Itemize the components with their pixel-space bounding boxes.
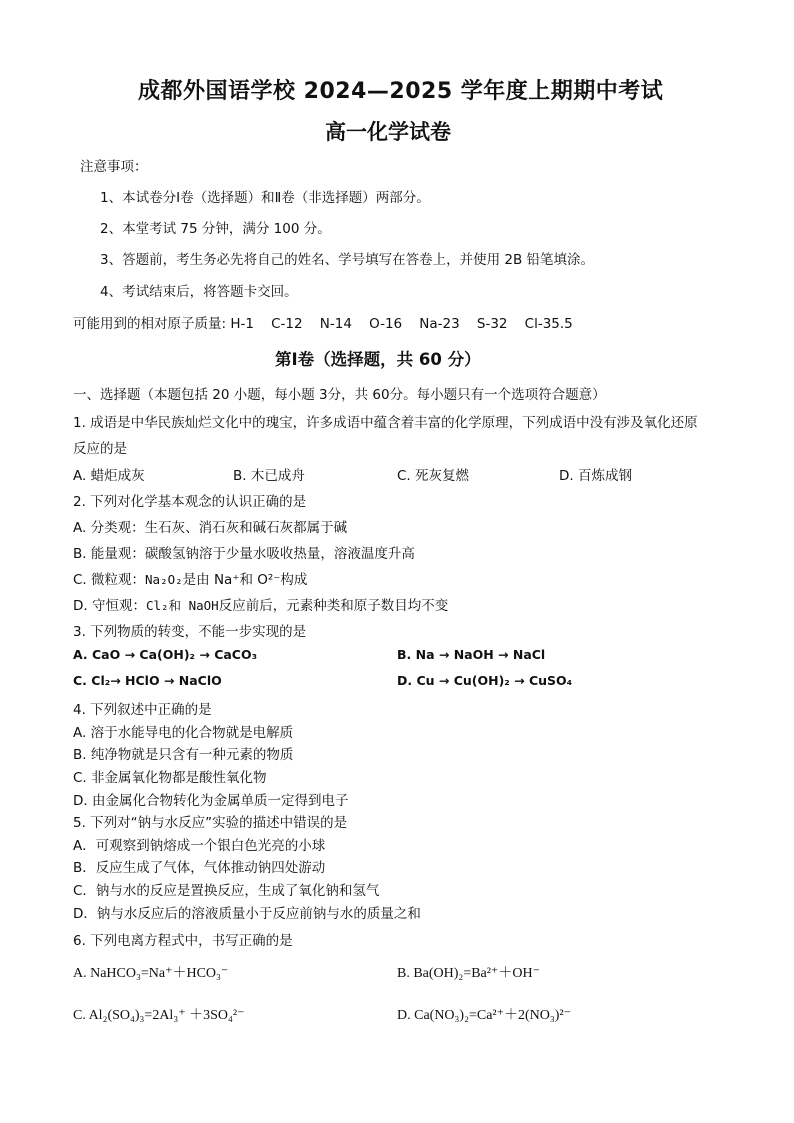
- notes-heading: 注意事项：: [80, 159, 148, 175]
- question-stem: 2. 下列对化学基本观念的认识正确的是: [73, 494, 307, 510]
- option-d: D. 由金属化合物转化为金属单质一定得到电子: [73, 793, 349, 809]
- note-item: 4、考试结束后，将答题卡交回。: [100, 284, 298, 300]
- option-b: B. 纯净物就是只含有一种元素的物质: [73, 747, 294, 763]
- option-d: D. Ca(NO₃)₂=Ca²⁺＋2(NO₃)²⁻: [397, 1008, 572, 1023]
- note-item: 2、本堂考试 75 分钟，满分 100 分。: [100, 221, 331, 237]
- section-intro: 一、选择题（本题包括 20 小题，每小题 3分，共 60分。每小题只有一个选项符合题意）: [73, 387, 606, 403]
- formula: Na₂O₂: [145, 572, 183, 587]
- option-c: C．钠与水的反应是置换反应，生成了氧化钠和氢气: [73, 883, 380, 899]
- option-a: A．可观察到钠熔成一个银白色光亮的小球: [73, 838, 326, 854]
- option-label: D. 守恒观：: [73, 598, 146, 614]
- question-stem: 5. 下列对“钠与水反应”实验的描述中错误的是: [73, 815, 348, 831]
- option-c: [73, 568, 307, 588]
- option-label: C. 微粒观：: [73, 572, 146, 588]
- option-b: B. Na → NaOH → NaCl: [397, 647, 546, 662]
- section-title: 第Ⅰ卷（选择题，共 60 分）: [275, 350, 481, 369]
- question-stem: 1. 成语是中华民族灿烂文化中的瑰宝，许多成语中蕴含着丰富的化学原理，下列成语中没有涉及氧化还原: [73, 415, 698, 431]
- question-stem: 3. 下列物质的转变，不能一步实现的是: [73, 624, 307, 640]
- exam-title: 成都外国语学校 2024—2025 学年度上期期中考试: [138, 79, 664, 104]
- option-a: A. CaO → Ca(OH)₂ → CaCO₃: [73, 647, 258, 662]
- option-b: B. Ba(OH)₂=Ba²⁺＋OH⁻: [397, 966, 540, 981]
- question-stem-continued: 反应的是: [73, 441, 127, 457]
- option-d: [73, 594, 448, 614]
- question-stem: 4. 下列叙述中正确的是: [73, 702, 212, 718]
- option-d: D．钠与水反应后的溶液质量小于反应前钠与水的质量之和: [73, 906, 421, 922]
- option-b: B. 能量观：碳酸氢钠溶于少量水吸收热量，溶液温度升高: [73, 546, 415, 562]
- option-a: A. 蜡炬成灰: [73, 468, 145, 484]
- option-c: C. Al₂(SO₄)₃=2Al₃⁺ ＋3SO₄²⁻: [73, 1008, 245, 1023]
- note-item: 3、答题前，考生务必先将自己的姓名、学号填写在答卷上，并使用 2B 铅笔填涂。: [100, 252, 595, 268]
- option-b: B. 木已成舟: [233, 468, 305, 484]
- option-c: C. 非金属氧化物都是酸性氧化物: [73, 770, 267, 786]
- option-text: 反应前后，元素种类和原子数目均不变: [218, 598, 449, 614]
- option-d: D. 百炼成钢: [559, 468, 632, 484]
- option-c: C. Cl₂→ HClO → NaClO: [73, 673, 222, 688]
- option-a: A. 分类观：生石灰、消石灰和碱石灰都属于碱: [73, 520, 348, 536]
- atomic-masses: 可能用到的相对原子质量: H-1 C-12 N-14 O-16 Na-23 S-32 Cl-35.5: [73, 316, 573, 332]
- option-a: A. NaHCO₃=Na⁺＋HCO₃⁻: [73, 966, 229, 981]
- formula: Cl₂和 NaOH: [145, 598, 219, 613]
- question-stem: 6. 下列电离方程式中，书写正确的是: [73, 933, 293, 949]
- option-text: 是由 Na⁺和 O²⁻构成: [182, 572, 308, 588]
- option-a: A. 溶于水能导电的化合物就是电解质: [73, 725, 294, 741]
- option-c: C. 死灰复燃: [397, 468, 470, 484]
- exam-subtitle: 高一化学试卷: [325, 120, 451, 144]
- option-b: B．反应生成了气体，气体推动钠四处游动: [73, 860, 326, 876]
- note-item: 1、本试卷分Ⅰ卷（选择题）和Ⅱ卷（非选择题）两部分。: [100, 190, 430, 206]
- option-d: D. Cu → Cu(OH)₂ → CuSO₄: [397, 673, 573, 688]
